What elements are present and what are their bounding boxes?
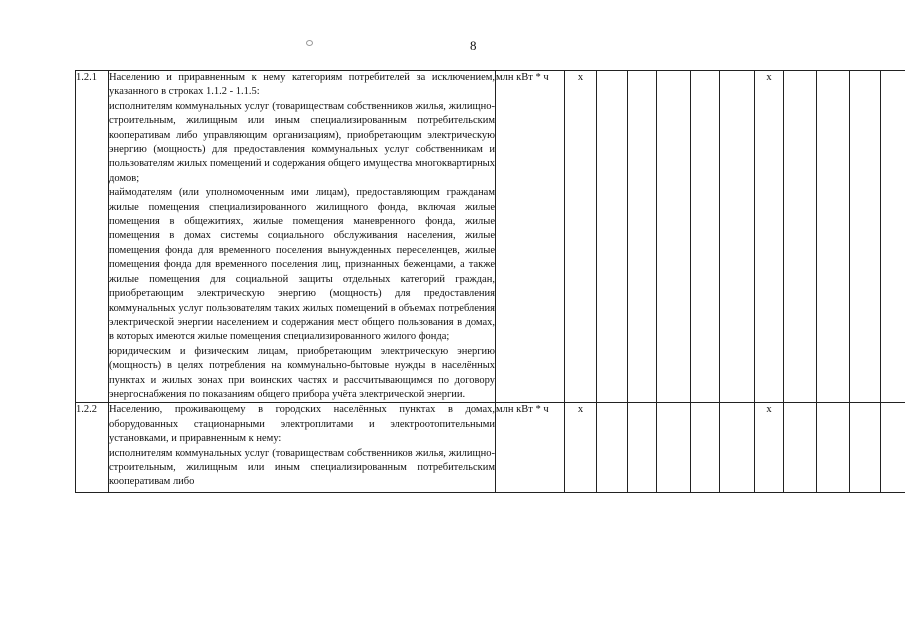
page-number: 8	[470, 38, 477, 53]
table-cell	[691, 71, 720, 403]
table-cell: x	[565, 403, 597, 493]
table-cell	[881, 71, 905, 403]
table-row	[76, 403, 905, 493]
table-cell	[850, 71, 881, 403]
row-description	[109, 403, 496, 493]
table-cell	[691, 403, 720, 493]
table-cell: x	[755, 403, 784, 493]
description-paragraph: Населению, проживающему в городских населённых пунктах в домах, оборудованных стационарными электроплитами и электроотопительными установками, и приравненным к нему:	[109, 404, 495, 445]
table-cell	[817, 71, 850, 403]
row-unit: млн кВт * ч	[496, 71, 565, 403]
table-cell	[784, 403, 817, 493]
table-cell: x	[755, 71, 784, 403]
table-cell	[628, 71, 657, 403]
table-cell	[597, 71, 628, 403]
tariff-table	[75, 70, 905, 493]
row-description	[109, 71, 496, 403]
description-paragraph: исполнителям коммунальных услуг (товариществам собственников жилья, жилищно-строительным, жилищным или иным специализированным потребительским кооперативам либо управляющим организациям), приобретающим электрическую энергию (мощность) для предоставления коммунальных услуг собственникам и пользователям жилых помещений и содержания общего имущества многоквартирных домов;	[109, 100, 495, 184]
table-cell	[720, 71, 755, 403]
table-cell	[850, 403, 881, 493]
description-paragraph: Населению и приравненным к нему категориям потребителей за исключением, указанного в строках 1.1.2 - 1.1.5:	[109, 72, 495, 98]
table-cell	[657, 403, 691, 493]
table-cell: x	[565, 71, 597, 403]
table-cell	[817, 403, 850, 493]
table-cell	[784, 71, 817, 403]
row-unit: млн кВт * ч	[496, 403, 565, 493]
row-code: 1.2.2	[76, 403, 109, 493]
description-paragraph: наймодателям (или уполномоченным ими лицам), предоставляющим гражданам жилые помещения специализированного жилищного фонда, включая жилые помещения в общежитиях, жилые помещения маневренного фонда, жилые помещения в домах системы социального обслуживания населения, жилые помещения фонда для временного поселения вынужденных переселенцев, жилые помещения фонда для временного поселения лиц, признанных беженцами, а также жилые помещения для социальной защиты отдельных категорий граждан, приобретающим электрическую энергию (мощность) для предоставления коммунальных услуг пользователям таких жилых помещений в объемах потребления электрической энергии населением и содержания мест общего пользования в домах, в которых имеются жилые помещения специализированного жилого фонда;	[109, 187, 495, 343]
description-paragraph: юридическим и физическим лицам, приобретающим электрическую энергию (мощность) в целях потребления на коммунально-бытовые нужды в населённых пунктах и жилых зонах при воинских частях и рассчитывающимся по договору энергоснабжения по показаниям общего прибора учёта электрической энергии.	[109, 345, 495, 400]
table-cell	[628, 403, 657, 493]
table-row	[76, 71, 905, 403]
table-cell	[597, 403, 628, 493]
table-cell	[657, 71, 691, 403]
table-cell	[720, 403, 755, 493]
scan-artifact	[306, 40, 313, 46]
table-cell	[881, 403, 905, 493]
description-paragraph: исполнителям коммунальных услуг (товариществам собственников жилья, жилищно-строительным, жилищным или иным специализированным потребительским кооперативам либо	[109, 447, 495, 488]
row-code: 1.2.1	[76, 71, 109, 403]
